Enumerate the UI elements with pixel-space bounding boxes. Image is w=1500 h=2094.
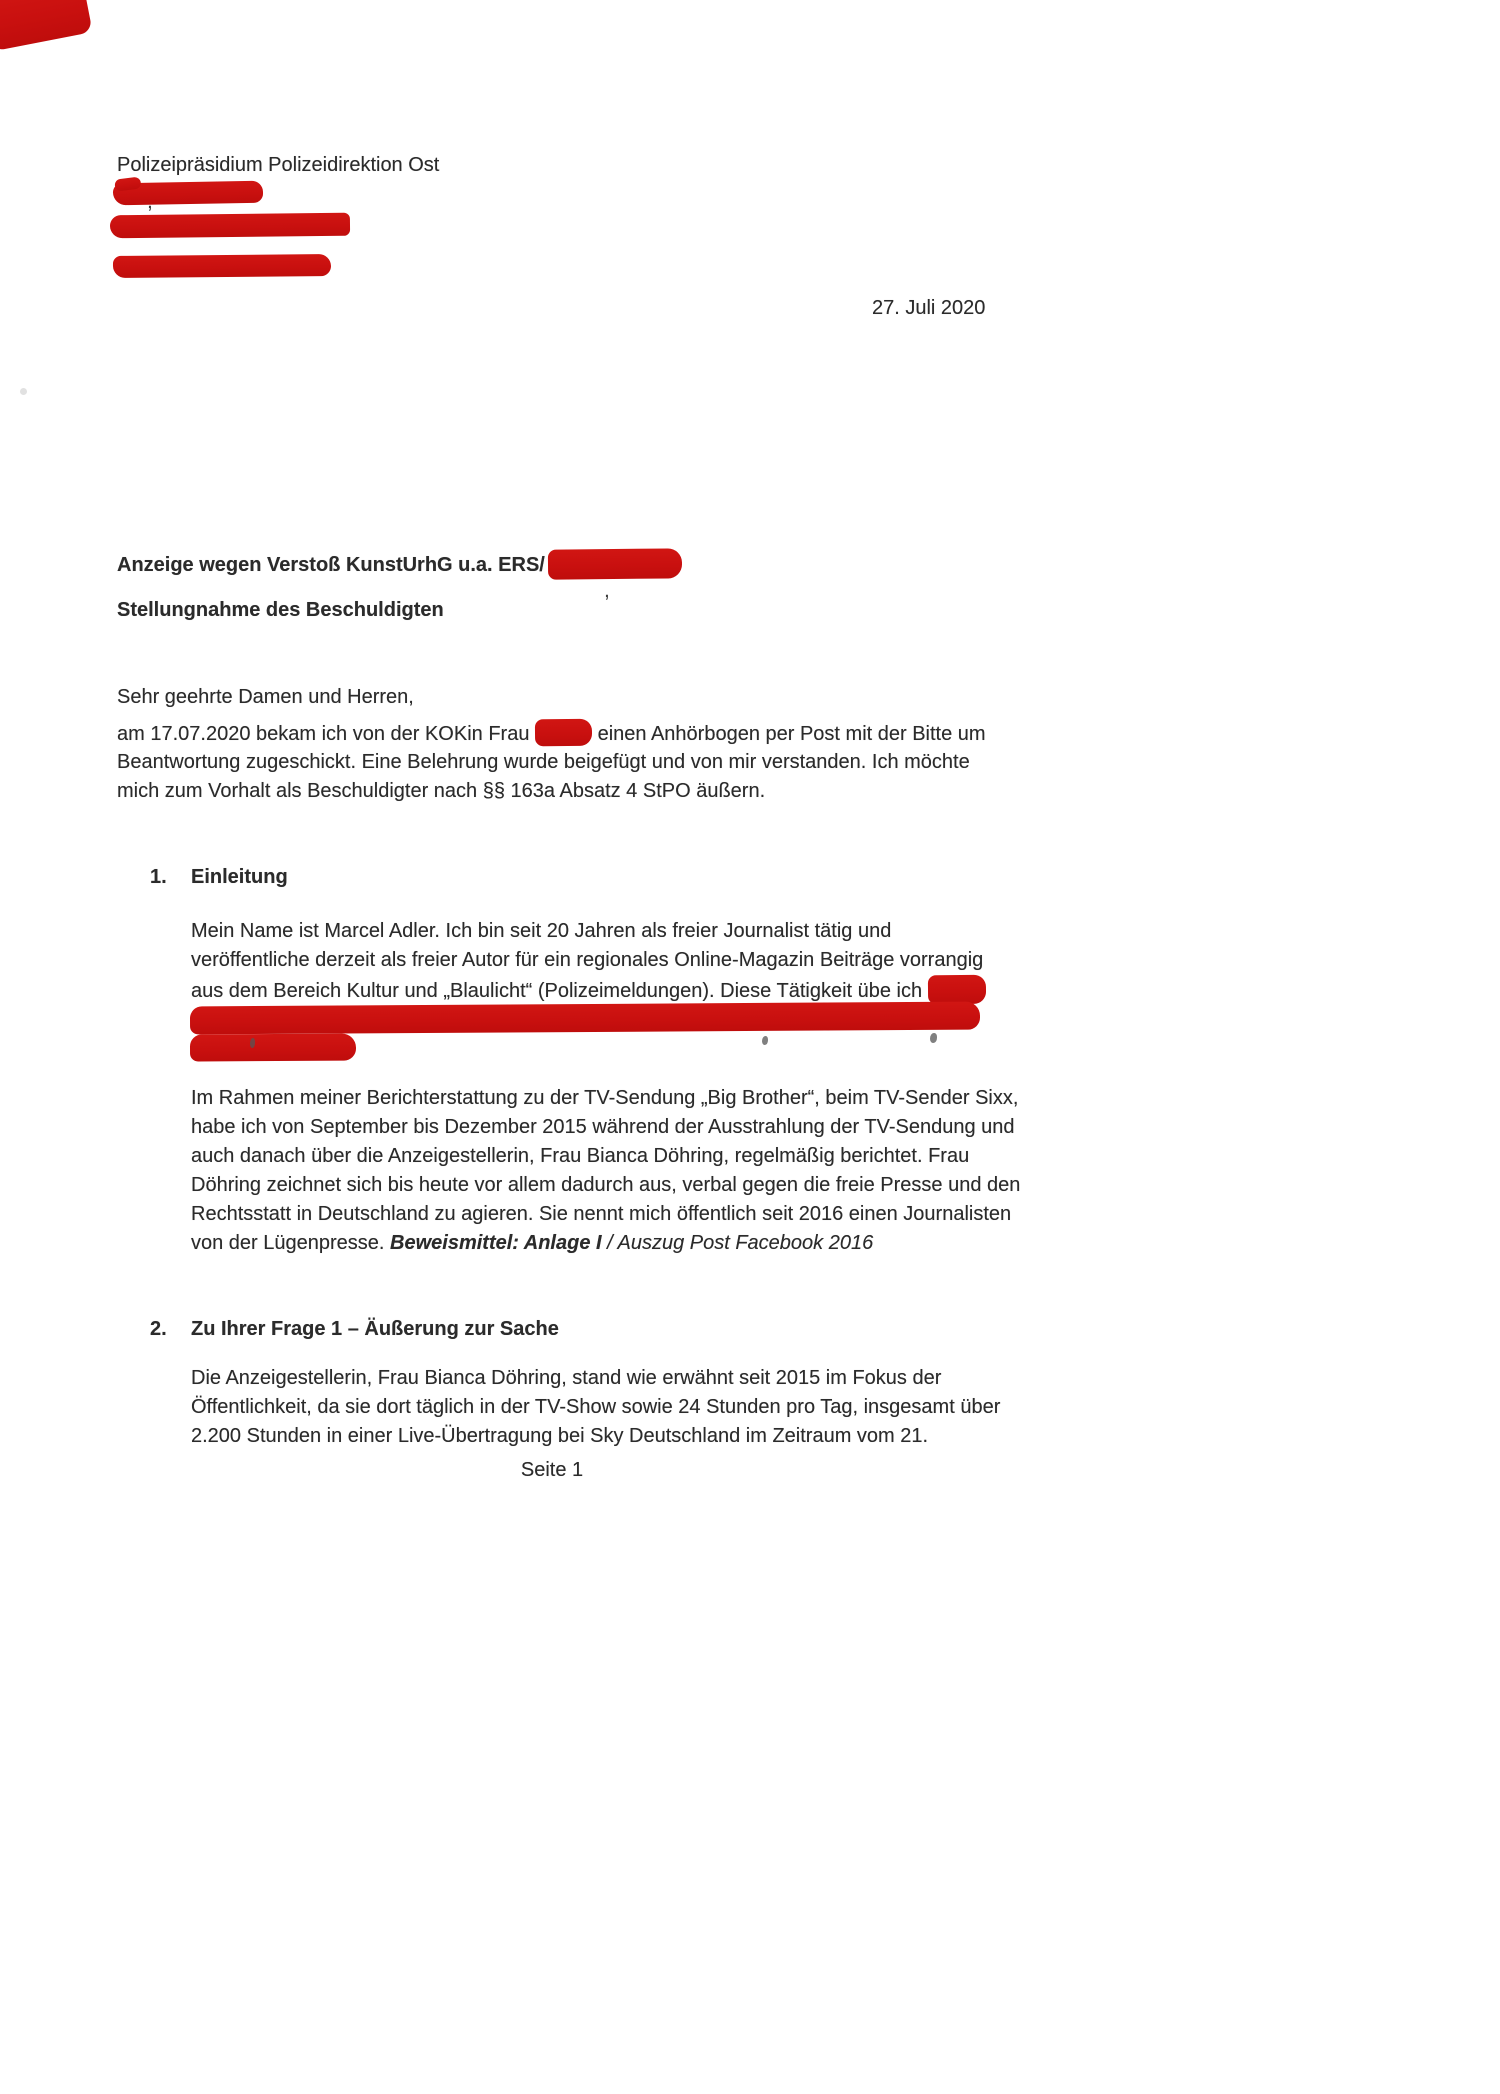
redaction-bar	[190, 1033, 356, 1061]
text-run: Döhring zeichnet sich bis heute vor allem dadurch aus, verbal gegen die freie Presse und den	[191, 1174, 1021, 1196]
text-line	[191, 1393, 1000, 1422]
text-line	[191, 1422, 1000, 1451]
redaction-bar	[110, 213, 350, 239]
redaction-box	[548, 548, 682, 579]
section-2-title: Zu Ihrer Frage 1 – Äußerung zur Sache	[191, 1318, 559, 1340]
text-line	[191, 1200, 1020, 1229]
text-line	[117, 719, 986, 748]
text-run: Die Anzeigestellerin, Frau Bianca Döhring, stand wie erwähnt seit 2015 im Fokus der	[191, 1367, 942, 1389]
section-1-title: Einleitung	[191, 866, 288, 888]
subject-line-1	[117, 549, 682, 580]
redaction-box	[535, 719, 592, 747]
section-1-number: 1.	[150, 866, 167, 888]
text-run: Mein Name ist Marcel Adler. Ich bin seit 20 Jahren als freier Journalist tätig und	[191, 920, 892, 942]
subject-line-1-text: Anzeige wegen Verstoß KunstUrhG u.a. ERS/	[117, 554, 545, 576]
letter-date: 27. Juli 2020	[872, 297, 986, 319]
text-line	[191, 1229, 1020, 1258]
text-line	[117, 748, 986, 777]
text-run: Öffentlichkeit, da sie dort täglich in der TV-Show sowie 24 Stunden pro Tag, insgesamt über	[191, 1396, 1001, 1418]
text-run: von der Lügenpresse.	[191, 1232, 391, 1254]
redaction-comma-artifact: ,	[604, 579, 610, 602]
redaction-bar	[190, 1002, 980, 1035]
text-run: einen Anhörbogen per Post mit der Bitte um	[592, 723, 986, 745]
subject-line-2: Stellungnahme des Beschuldigten	[117, 599, 444, 621]
text-run: veröffentliche derzeit als freier Autor für ein regionales Online-Magazin Beiträge vorrangig	[191, 949, 984, 971]
text-line	[191, 946, 986, 975]
text-run: aus dem Bereich Kultur und „Blaulicht“ (Polizeimeldungen). Diese Tätigkeit übe ich	[191, 980, 928, 1002]
text-run: 2.200 Stunden in einer Live-Übertragung bei Sky Deutschland im Zeitraum vom 21.	[191, 1425, 929, 1447]
redaction-bar	[113, 181, 263, 206]
redaction-bar	[113, 254, 331, 278]
paragraph-einleitung-1	[191, 917, 986, 1062]
redaction-box	[928, 975, 986, 1005]
scan-artifact	[20, 388, 27, 395]
agency-line: Polizeipräsidium Polizeidirektion Ost	[117, 154, 440, 176]
salutation: Sehr geehrte Damen und Herren,	[117, 686, 414, 708]
text-run: auch danach über die Anzeigestellerin, Frau Bianca Döhring, regelmäßig berichtet. Frau	[191, 1145, 970, 1167]
text-line	[117, 777, 986, 806]
text-run: Im Rahmen meiner Berichterstattung zu der TV-Sendung „Big Brother“, beim TV-Sender Sixx,	[191, 1087, 1019, 1109]
text-line	[191, 1142, 1020, 1171]
section-2-number: 2.	[150, 1318, 167, 1340]
text-run: / Auszug Post Facebook 2016	[607, 1232, 874, 1254]
corner-redaction-mark	[0, 0, 93, 51]
text-line	[191, 1004, 986, 1033]
redaction-comma-artifact: ,	[147, 190, 153, 213]
text-line	[191, 1364, 1000, 1393]
text-run: Beantwortung zugeschickt. Eine Belehrung wurde beigefügt und von mir verstanden. Ich möchte	[117, 751, 970, 773]
text-run: Beweismittel: Anlage I	[390, 1232, 608, 1254]
text-line	[191, 1113, 1020, 1142]
paragraph-intro	[117, 719, 986, 806]
text-run: Rechtsstatt in Deutschland zu agieren. Sie nennt mich öffentlich seit 2016 einen Journalisten	[191, 1203, 1012, 1225]
text-line	[191, 975, 986, 1004]
text-line	[191, 1033, 986, 1062]
text-line	[191, 917, 986, 946]
text-line	[191, 1084, 1020, 1113]
text-run: habe ich von September bis Dezember 2015 während der Ausstrahlung der TV-Sendung und	[191, 1116, 1015, 1138]
paragraph-einleitung-2	[191, 1084, 1020, 1258]
page-number-label: Seite 1	[520, 1459, 584, 1481]
text-run: am 17.07.2020 bekam ich von der KOKin Frau	[117, 723, 536, 745]
paragraph-frage-1	[191, 1364, 1000, 1451]
text-run: mich zum Vorhalt als Beschuldigter nach §§ 163a Absatz 4 StPO äußern.	[117, 780, 766, 802]
text-line	[191, 1171, 1020, 1200]
